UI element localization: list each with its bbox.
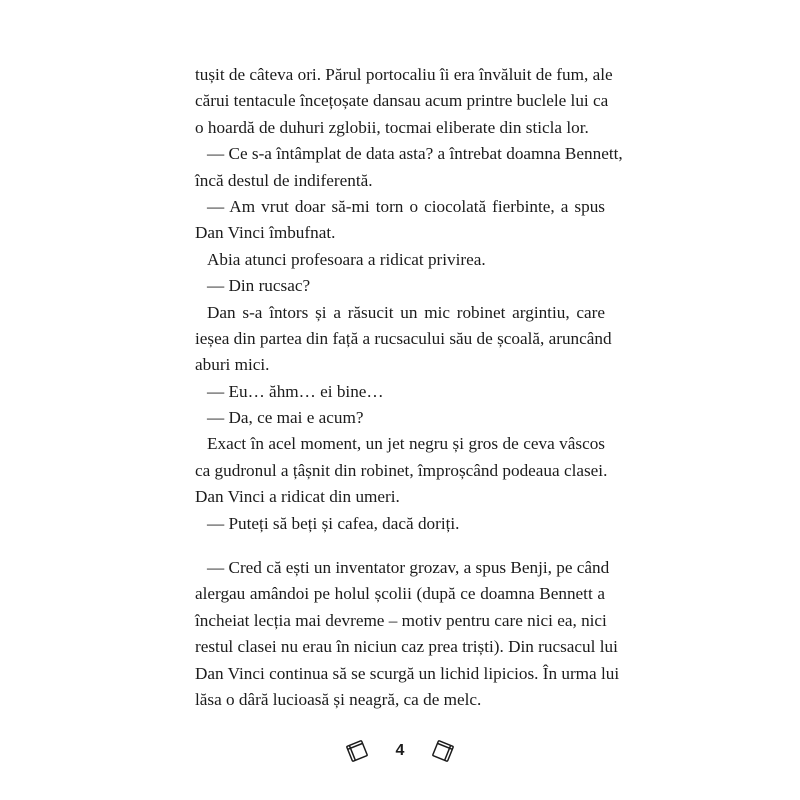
book-icon — [344, 738, 370, 764]
dialogue-line: — Eu… ăhm… ei bine… — [207, 381, 384, 401]
text-line: ieșea din partea din față a rucsacului său de școală, aruncând — [195, 328, 612, 348]
book-icon — [430, 738, 456, 764]
dialogue-line: — Da, ce mai e acum? — [207, 408, 364, 428]
text-line: Dan Vinci a ridicat din umeri. — [195, 487, 400, 507]
text-line: Dan Vinci îmbufnat. — [195, 223, 336, 243]
section-break — [195, 537, 605, 555]
text-line: restul clasei nu erau în niciun caz prea triști). Din rucsacul lui — [195, 637, 618, 657]
text-line: tușit de câteva ori. Părul portocaliu îi era învăluit de fum, ale — [195, 65, 613, 84]
text-line: o hoardă de duhuri zglobii, tocmai eliberate din sticla lor. — [195, 117, 589, 137]
dialogue-line: — Am vrut doar să-mi torn o ciocolată fierbinte, a spus — [207, 196, 605, 216]
text-line: încă destul de indiferentă. — [195, 170, 373, 190]
text-line: alergau amândoi pe holul școlii (după ce doamna Bennett a — [195, 584, 605, 604]
dialogue-line: — Cred că ești un inventator grozav, a spus Benji, pe când — [207, 558, 610, 578]
text-line: lăsa o dâră lucioasă și neagră, ca de melc. — [195, 689, 482, 709]
text-line: încheiat lecția mai devreme – motiv pentru care nici ea, nici — [195, 610, 607, 630]
text-line: ca gudronul a țâșnit din robinet, împroșcând podeaua clasei. — [195, 460, 608, 480]
text-line: cărui tentacule încețoșate dansau acum printre buclele lui ca — [195, 91, 609, 111]
dialogue-line: — Ce s-a întâmplat de data asta? a întrebat doamna Bennett, — [207, 144, 623, 164]
text-line: Dan s-a întors și a răsucit un mic robinet argintiu, care — [207, 302, 605, 322]
text-line: Exact în acel moment, un jet negru și gros de ceva vâscos — [207, 434, 605, 454]
page-footer — [0, 734, 800, 768]
text-line: Dan Vinci continua să se scurgă un lichid lipicios. În urma lui — [195, 663, 620, 683]
dialogue-line: — Puteți să beți și cafea, dacă doriți. — [207, 513, 460, 533]
dialogue-line: — Din rucsac? — [207, 276, 311, 296]
text-line: Abia atunci profesoara a ridicat privirea. — [207, 249, 486, 269]
text-line: aburi mici. — [195, 355, 270, 375]
page-number: 4 — [395, 742, 405, 759]
book-page-text — [195, 62, 623, 713]
